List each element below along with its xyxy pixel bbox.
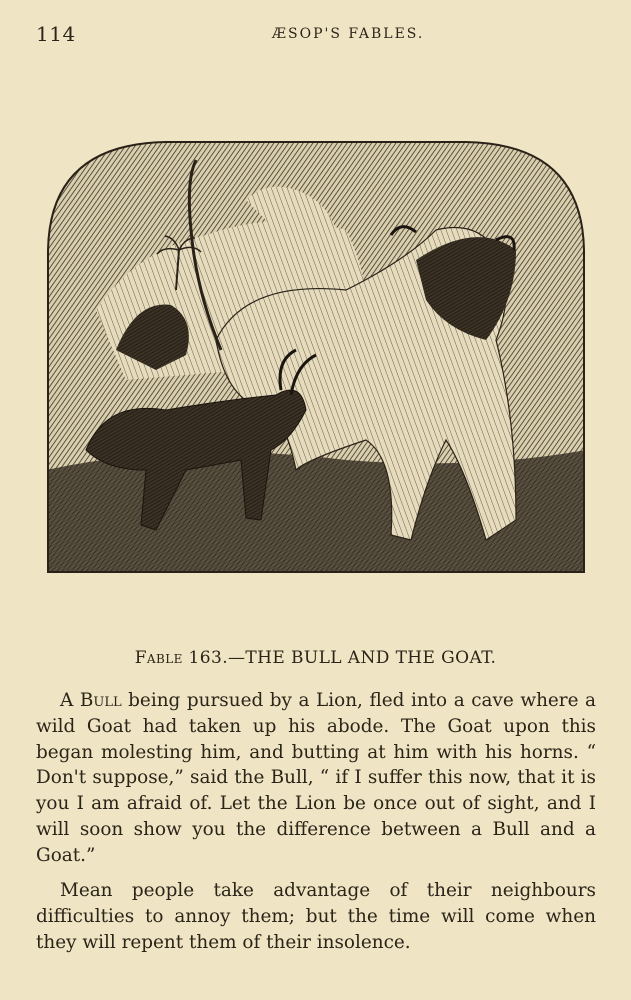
fable-paragraph	[36, 688, 596, 869]
moral-paragraph: Mean people take advantage of their neighbours difficulties to annoy them; but the time will come when they will repent them of their insolence.	[36, 880, 596, 953]
running-head: ÆSOP'S FABLES.	[272, 26, 425, 42]
page-header	[36, 22, 596, 46]
woodcut-illustration	[46, 140, 586, 574]
woodcut-bull-goat-lion-illustration	[46, 140, 586, 574]
fable-title-text: —THE BULL AND THE GOAT.	[228, 648, 497, 668]
page-number: 114	[36, 22, 76, 46]
fable-title	[0, 648, 631, 668]
drop-word: A Bull	[60, 690, 122, 711]
paragraph-text: being pursued by a Lion, fled into a cave where a wild Goat had taken up his abode. The Goat upon this began molesting him, and butting at him with his horns. “ Don't suppose,” said the Bull, “ if I suffer this now, that it is you I am afraid of. Let the Lion be once out of sight, and I will soon show you the difference between a Bull and a Goat.”	[36, 690, 596, 866]
fable-number-label: Fable 163.	[134, 648, 228, 668]
